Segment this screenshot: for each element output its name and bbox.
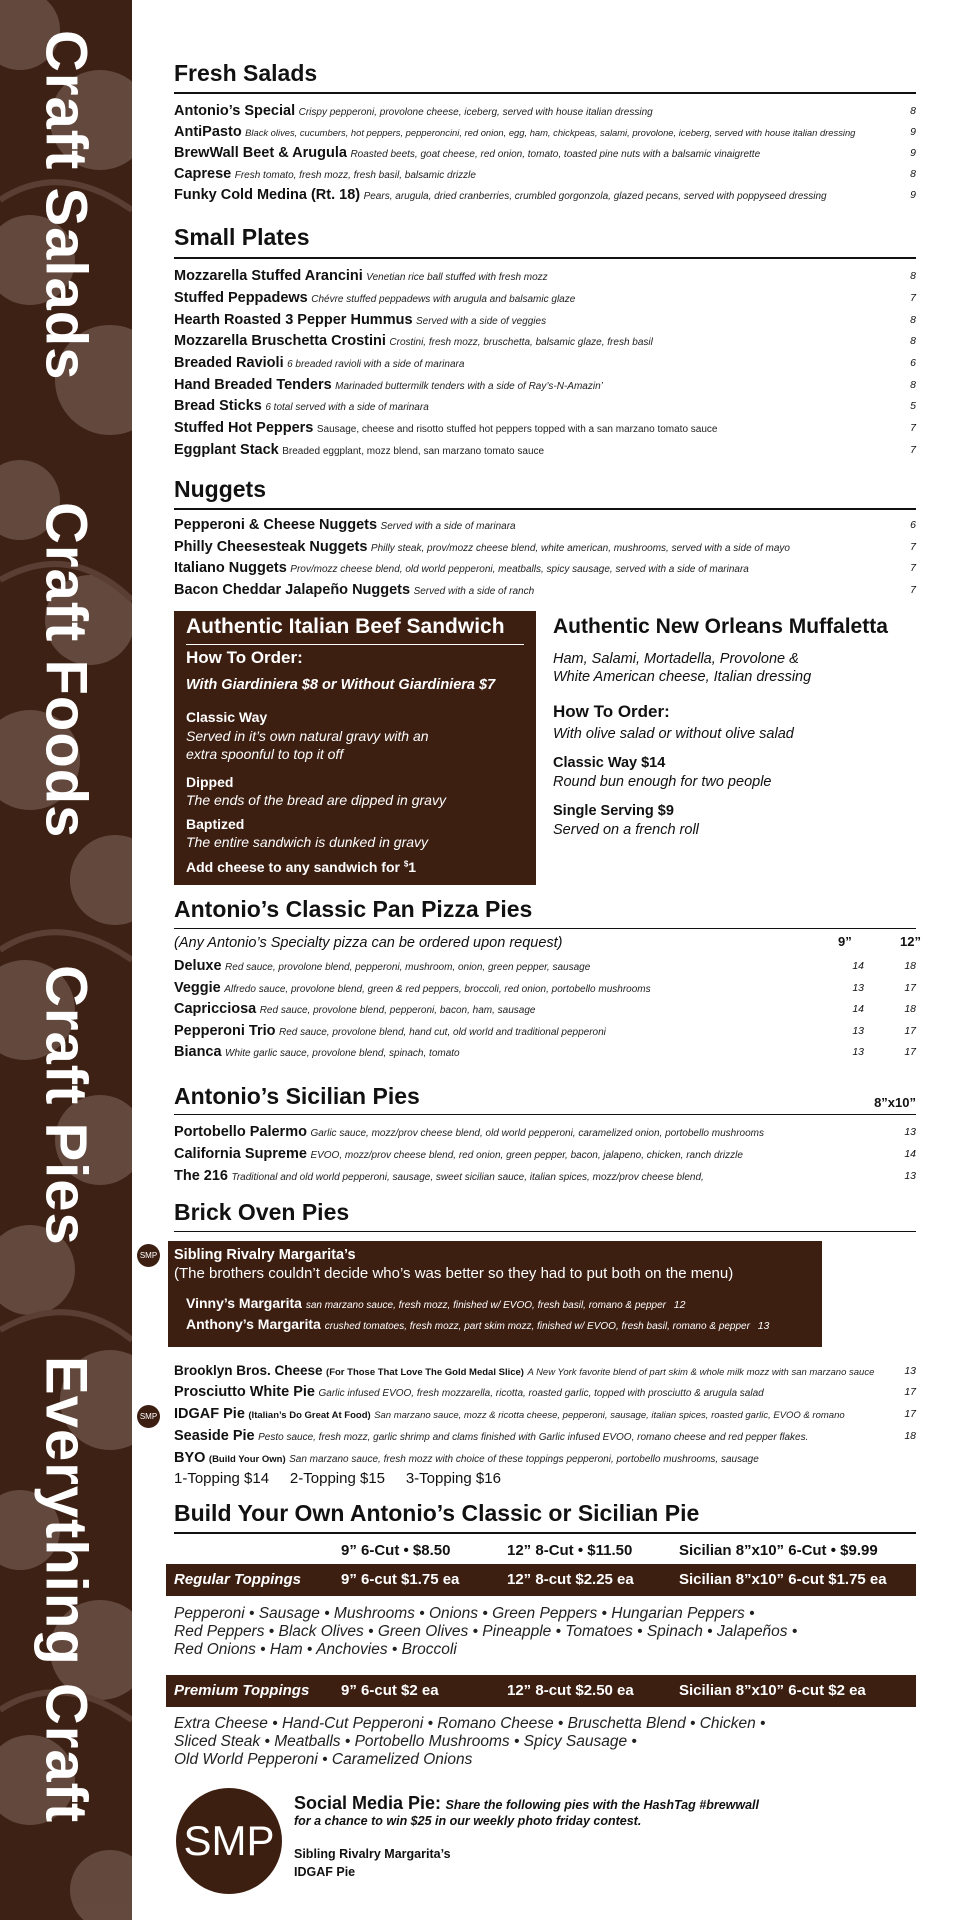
pan-pizza-note: (Any Antonio’s Specialty pizza can be ordered upon request) bbox=[174, 935, 563, 951]
menu-item: Prosciutto White Pie Garlic infused EVOO, fresh mozzarella, ricotta, roasted garlic, topped with prosciutto & arugula salad 17 bbox=[174, 1384, 916, 1400]
add-cheese-note: Add cheese to any sandwich for $1 bbox=[186, 859, 417, 875]
baptized-label: Baptized bbox=[186, 816, 245, 832]
menu-item: Caprese Fresh tomato, fresh mozz, fresh basil, balsamic drizzle 8 bbox=[174, 166, 916, 182]
premium-price-sicilian: Sicilian 8”x10” 6-cut $2 ea bbox=[679, 1682, 866, 1699]
dipped-label: Dipped bbox=[186, 774, 234, 790]
single-serving-desc: Served on a french roll bbox=[553, 822, 699, 838]
menu-item: The 216 Traditional and old world pepperoni, sausage, sweet sicilian sauce, italian spices, mozz/prov cheese blend, 13 bbox=[174, 1168, 916, 1184]
menu-item: Capricciosa Red sauce, provolone blend, pepperoni, bacon, ham, sausage 14 18 bbox=[174, 1001, 916, 1017]
menu-item: Pepperoni & Cheese Nuggets Served with a side of marinara 6 bbox=[174, 517, 916, 533]
smp-badge: SMP bbox=[137, 1405, 160, 1428]
menu-item: Deluxe Red sauce, provolone blend, pepperoni, mushroom, onion, green pepper, sausage 14 18 bbox=[174, 958, 916, 974]
section-divider bbox=[174, 92, 916, 94]
italian-beef-panel bbox=[174, 611, 536, 885]
menu-item: Hand Breaded Tenders Marinaded buttermilk tenders with a side of Ray’s-N-Amazin’ 8 bbox=[174, 377, 916, 393]
sidebar-label-everything-craft: Everything Craft bbox=[33, 1356, 99, 1824]
premium-toppings-list: Extra Cheese • Hand-Cut Pepperoni • Romano Cheese • Bruschetta Blend • Chicken • Sliced Steak • Meatballs • Portobello Mushrooms • Spicy Sausage • Old World Pepperoni • Caramelized Onions bbox=[174, 1715, 766, 1768]
dipped-desc: The ends of the bread are dipped in gravy bbox=[186, 792, 446, 808]
menu-item: Bianca White garlic sauce, provolone blend, spinach, tomato 13 17 bbox=[174, 1044, 916, 1060]
classic-way-desc: Round bun enough for two people bbox=[553, 774, 772, 790]
menu-item: Italiano Nuggets Prov/mozz cheese blend, old world pepperoni, meatballs, spicy sausage, served with a side of marinara 7 bbox=[174, 560, 916, 576]
base-price-9: 9” 6-Cut • $8.50 bbox=[341, 1542, 451, 1559]
menu-item: Portobello Palermo Garlic sauce, mozz/prov cheese blend, old world pepperoni, caramelized onion, portobello mushrooms 13 bbox=[174, 1124, 916, 1140]
section-title-nuggets: Nuggets bbox=[174, 476, 266, 502]
regular-toppings-list: Pepperoni • Sausage • Mushrooms • Onions • Green Peppers • Hungarian Peppers • Red Peppers • Black Olives • Green Olives • Pineapple • Tomatoes • Spinach • Jalapeños • Red Onions • Ham • Anchovies • Broccoli bbox=[174, 1605, 798, 1658]
section-divider bbox=[174, 1114, 916, 1115]
menu-item: Pepperoni Trio Red sauce, provolone blend, hand cut, old world and traditional pepperoni 13 17 bbox=[174, 1023, 916, 1039]
sidebar-label-craft-foods: Craft Foods bbox=[33, 501, 99, 839]
section-divider bbox=[174, 257, 916, 259]
muffaletta-desc: Ham, Salami, Mortadella, Provolone & White American cheese, Italian dressing bbox=[553, 651, 812, 685]
menu-item: Hearth Roasted 3 Pepper Hummus Served with a side of veggies 8 bbox=[174, 312, 916, 328]
menu-item: Veggie Alfredo sauce, provolone blend, green & red peppers, broccoli, red onion, portobello mushrooms 13 17 bbox=[174, 980, 916, 996]
how-to-order-label: How To Order: bbox=[186, 648, 303, 667]
section-title-build-your-own: Build Your Own Antonio’s Classic or Sicilian Pie bbox=[174, 1500, 700, 1526]
menu-item: California Supreme EVOO, mozz/prov cheese blend, red onion, green pepper, bacon, jalapeno, chicken, ranch drizzle 14 bbox=[174, 1146, 916, 1162]
menu-item: BrewWall Beet & Arugula Roasted beets, goat cheese, red onion, tomato, toasted pine nuts with a balsamic vinaigrette 9 bbox=[174, 145, 916, 161]
sidebar-label-craft-salads: Craft Salads bbox=[33, 29, 99, 381]
classic-way-desc: Served in it’s own natural gravy with an extra spoonful to top it off bbox=[186, 728, 429, 762]
anthony-margarita: Anthony’s Margarita crushed tomatoes, fresh mozz, part skim mozz, finished w/ EVOO, fresh basil, romano & pepper 13 bbox=[186, 1316, 770, 1332]
sidebar-label-craft-pies: Craft Pies bbox=[33, 964, 99, 1246]
section-title-fresh-salads: Fresh Salads bbox=[174, 60, 318, 86]
vinny-margarita: Vinny’s Margarita san marzano sauce, fresh mozz, finished w/ EVOO, fresh basil, romano & pepper 12 bbox=[186, 1295, 686, 1311]
premium-toppings-label: Premium Toppings bbox=[174, 1682, 310, 1699]
menu-item: Mozzarella Bruschetta Crostini Crostini, fresh mozz, bruschetta, balsamic glaze, fresh basil 8 bbox=[174, 333, 916, 349]
premium-price-9: 9” 6-cut $2 ea bbox=[341, 1682, 439, 1699]
social-media-pie-promo: Social Media Pie: Share the following pies with the HashTag #brewwall for a chance to win $25 in our weekly photo friday contest. bbox=[294, 1793, 759, 1828]
sibling-rivalry-subtitle: (The brothers couldn’t decide who’s was better so they had to put both on the menu) bbox=[174, 1265, 734, 1282]
section-title-brick-oven: Brick Oven Pies bbox=[174, 1199, 350, 1225]
single-serving-price: Single Serving $9 bbox=[553, 803, 674, 819]
classic-way-price: Classic Way $14 bbox=[553, 755, 666, 771]
section-title-small-plates: Small Plates bbox=[174, 224, 310, 250]
base-price-12: 12” 8-Cut • $11.50 bbox=[507, 1542, 633, 1559]
menu-item: Funky Cold Medina (Rt. 18) Pears, arugula, dried cranberries, crumbled gorgonzola, glazed pecans, served with poppyseed dressing 9 bbox=[174, 187, 916, 203]
menu-item: AntiPasto Black olives, cucumbers, hot peppers, pepperoncini, red onion, egg, ham, chickpeas, salami, provolone, iceberg, served with house italian dressing 9 bbox=[174, 124, 916, 140]
regular-toppings-band bbox=[166, 1564, 916, 1596]
smp-logo: SMP bbox=[176, 1788, 282, 1894]
menu-item: BYO (Build Your Own) San marzano sauce, fresh mozz with choice of these toppings pepperoni, portobello mushrooms, sausage bbox=[174, 1450, 759, 1466]
regular-toppings-label: Regular Toppings bbox=[174, 1571, 301, 1588]
sicilian-size-header: 8”x10” bbox=[874, 1095, 916, 1110]
muffaletta-panel bbox=[553, 611, 916, 851]
sidebar bbox=[0, 0, 132, 1920]
olive-salad-option: With olive salad or without olive salad bbox=[553, 726, 794, 742]
menu-item: Mozzarella Stuffed Arancini Venetian rice ball stuffed with fresh mozz 8 bbox=[174, 268, 916, 284]
section-title-pan-pizza: Antonio’s Classic Pan Pizza Pies bbox=[174, 896, 533, 922]
sibling-rivalry-panel bbox=[168, 1241, 822, 1347]
classic-way-label: Classic Way bbox=[186, 709, 268, 725]
sibling-rivalry-title: Sibling Rivalry Margarita’s bbox=[174, 1247, 356, 1263]
byo-topping-prices: 1-Topping $14 2-Topping $15 3-Topping $16 bbox=[174, 1470, 501, 1487]
baptized-desc: The entire sandwich is dunked in gravy bbox=[186, 834, 429, 850]
section-title-sicilian: Antonio’s Sicilian Pies bbox=[174, 1083, 420, 1109]
section-divider bbox=[174, 508, 916, 510]
italian-beef-title: Authentic Italian Beef Sandwich bbox=[186, 615, 505, 638]
section-divider bbox=[174, 1231, 916, 1232]
regular-price-12: 12” 8-cut $2.25 ea bbox=[507, 1571, 634, 1588]
smp-badge: SMP bbox=[137, 1244, 160, 1267]
muffaletta-title: Authentic New Orleans Muffaletta bbox=[553, 615, 888, 638]
size-header-12: 12” bbox=[900, 934, 921, 949]
menu-item: Bread Sticks 6 total served with a side of marinara 5 bbox=[174, 398, 916, 414]
menu-item: Eggplant Stack Breaded eggplant, mozz blend, san marzano tomato sauce 7 bbox=[174, 442, 916, 458]
menu-item: IDGAF Pie (Italian’s Do Great At Food) San marzano sauce, mozz & ricotta cheese, pepperoni, sausage, italian spices, roasted garlic, EVOO & romano 17 bbox=[174, 1406, 916, 1422]
menu-item: Antonio’s Special Crispy pepperoni, provolone cheese, iceberg, served with house italian dressing 8 bbox=[174, 103, 916, 119]
size-header-9: 9” bbox=[838, 934, 852, 949]
how-to-order-label: How To Order: bbox=[553, 702, 670, 721]
panel-divider bbox=[186, 644, 524, 645]
premium-price-12: 12” 8-cut $2.50 ea bbox=[507, 1682, 634, 1699]
menu-item: Bacon Cheddar Jalapeño Nuggets Served with a side of ranch 7 bbox=[174, 582, 916, 598]
section-divider bbox=[174, 928, 916, 929]
social-media-pie-list: Sibling Rivalry Margarita’s IDGAF Pie bbox=[294, 1847, 451, 1879]
base-price-sicilian: Sicilian 8”x10” 6-Cut • $9.99 bbox=[679, 1542, 878, 1559]
menu-item: Seaside Pie Pesto sauce, fresh mozz, garlic shrimp and clams finished with Garlic infused EVOO, romano cheese and red pepper flakes. 18 bbox=[174, 1428, 916, 1444]
giardiniera-pricing: With Giardiniera $8 or Without Giardiniera $7 bbox=[186, 677, 496, 693]
regular-price-sicilian: Sicilian 8”x10” 6-cut $1.75 ea bbox=[679, 1571, 887, 1588]
menu-item: Philly Cheesesteak Nuggets Philly steak, prov/mozz cheese blend, white american, mushrooms, served with a side of mayo 7 bbox=[174, 539, 916, 555]
regular-price-9: 9” 6-cut $1.75 ea bbox=[341, 1571, 460, 1588]
menu-item: Stuffed Peppadews Chévre stuffed peppadews with arugula and balsamic glaze 7 bbox=[174, 290, 916, 306]
section-divider bbox=[174, 1532, 916, 1534]
menu-item: Stuffed Hot Peppers Sausage, cheese and risotto stuffed hot peppers topped with a san marzano tomato sauce 7 bbox=[174, 420, 916, 436]
menu-item: Brooklyn Bros. Cheese (For Those That Love The Gold Medal Slice) A New York favorite blend of part skim & whole milk mozz with san marzano sauce 13 bbox=[174, 1363, 916, 1378]
premium-toppings-band bbox=[166, 1675, 916, 1707]
menu-item: Breaded Ravioli 6 breaded ravioli with a side of marinara 6 bbox=[174, 355, 916, 371]
